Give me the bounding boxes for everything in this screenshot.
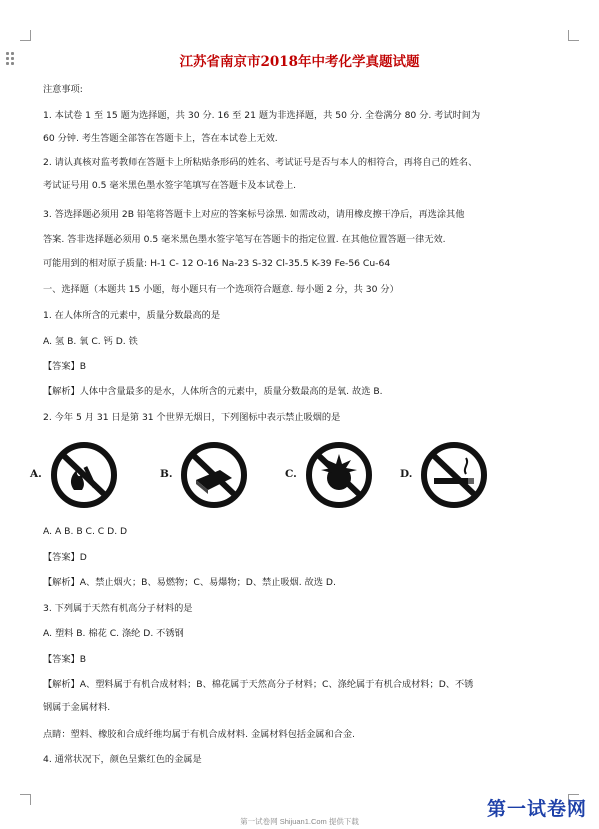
question-options: A. 氢 B. 氧 C. 钙 D. 铁 — [43, 336, 138, 347]
analysis-line: 【解析】人体中含量最多的是水，人体所含的元素中，质量分数最高的是氧. 故选 B. — [43, 386, 383, 397]
question-options: A. A B. B C. C D. D — [43, 526, 128, 537]
page-footer: 第一试卷网 Shijuan1.Com 提供下载 — [240, 817, 359, 826]
figure-label: D. — [400, 468, 413, 480]
document-title: 江苏省南京市2018年中考化学真题试题 — [179, 54, 420, 70]
analysis-line: 钢属于金属材料. — [43, 702, 111, 713]
figure-label: A. — [30, 468, 42, 480]
question-text: 4. 通常状况下，颜色呈紫红色的金属是 — [43, 754, 202, 765]
no-smoking-sign-icon — [414, 440, 494, 510]
text-line: 60 分钟. 考生答题全部答在答题卡上，答在本试卷上无效. — [43, 133, 278, 144]
analysis-line: 【解析】A、禁止烟火；B、易燃物；C、易爆物；D、禁止吸烟. 故选 D. — [43, 577, 336, 588]
brand-logo[interactable]: 第一试卷网 — [486, 798, 587, 820]
figure-label: B. — [160, 468, 173, 480]
analysis-line: 【解析】A、塑料属于有机合成材料；B、棉花属于天然高分子材料；C、涤纶属于有机合成材料；D、不锈 — [43, 679, 474, 690]
crop-mark-top-right — [568, 30, 579, 41]
question-text: 3. 下列属于天然有机高分子材料的是 — [43, 603, 193, 614]
crop-mark-bottom-left — [20, 794, 31, 805]
flammable-sign-icon — [174, 440, 254, 510]
sign-figures — [30, 440, 570, 510]
note-line: 点睛：塑料、橡胶和合成纤维均属于有机合成材料. 金属材料包括金属和合金. — [43, 729, 355, 740]
question-text: 2. 今年 5 月 31 日是第 31 个世界无烟日，下列图标中表示禁止吸烟的是 — [43, 412, 341, 423]
text-line: 1. 本试卷 1 至 15 题为选择题，共 30 分. 16 至 21 题为非选择题，共 50 分. 全卷满分 80 分. 考试时间为 — [43, 110, 481, 121]
answer-line: 【答案】B — [43, 361, 87, 372]
text-line: 3. 答选择题必须用 2B 铅笔将答题卡上对应的答案标号涂黑. 如需改动，请用橡皮擦干净后，再选涂其他 — [43, 209, 465, 220]
text-line: 可能用到的相对原子质量: H-1 C- 12 O-16 Na-23 S-32 Cl-35.5 K-39 Fe-56 Cu-64 — [43, 258, 391, 269]
explosive-sign-icon — [299, 440, 379, 510]
answer-line: 【答案】D — [43, 552, 87, 563]
text-line: 2. 请认真核对监考教师在答题卡上所粘贴条形码的姓名、考试证号是否与本人的相符合，再将自己的姓名、 — [43, 157, 478, 168]
answer-line: 【答案】B — [43, 654, 87, 665]
notice-heading: 注意事项: — [43, 84, 83, 95]
text-line: 答案. 答非选择题必须用 0.5 毫米黑色墨水签字笔写在答题卡的指定位置. 在其他位置答题一律无效. — [43, 234, 446, 245]
no-fire-sign-icon — [44, 440, 124, 510]
section-heading: 一、选择题（本题共 15 小题，每小题只有一个选项符合题意. 每小题 2 分，共 30 分） — [43, 284, 399, 295]
question-options: A. 塑料 B. 棉花 C. 涤纶 D. 不锈钢 — [43, 628, 184, 639]
text-line: 考试证号用 0.5 毫米黑色墨水签字笔填写在答题卡及本试卷上. — [43, 180, 297, 191]
crop-mark-top-left — [20, 30, 31, 41]
question-text: 1. 在人体所含的元素中，质量分数最高的是 — [43, 310, 221, 321]
figure-label: C. — [285, 468, 297, 480]
